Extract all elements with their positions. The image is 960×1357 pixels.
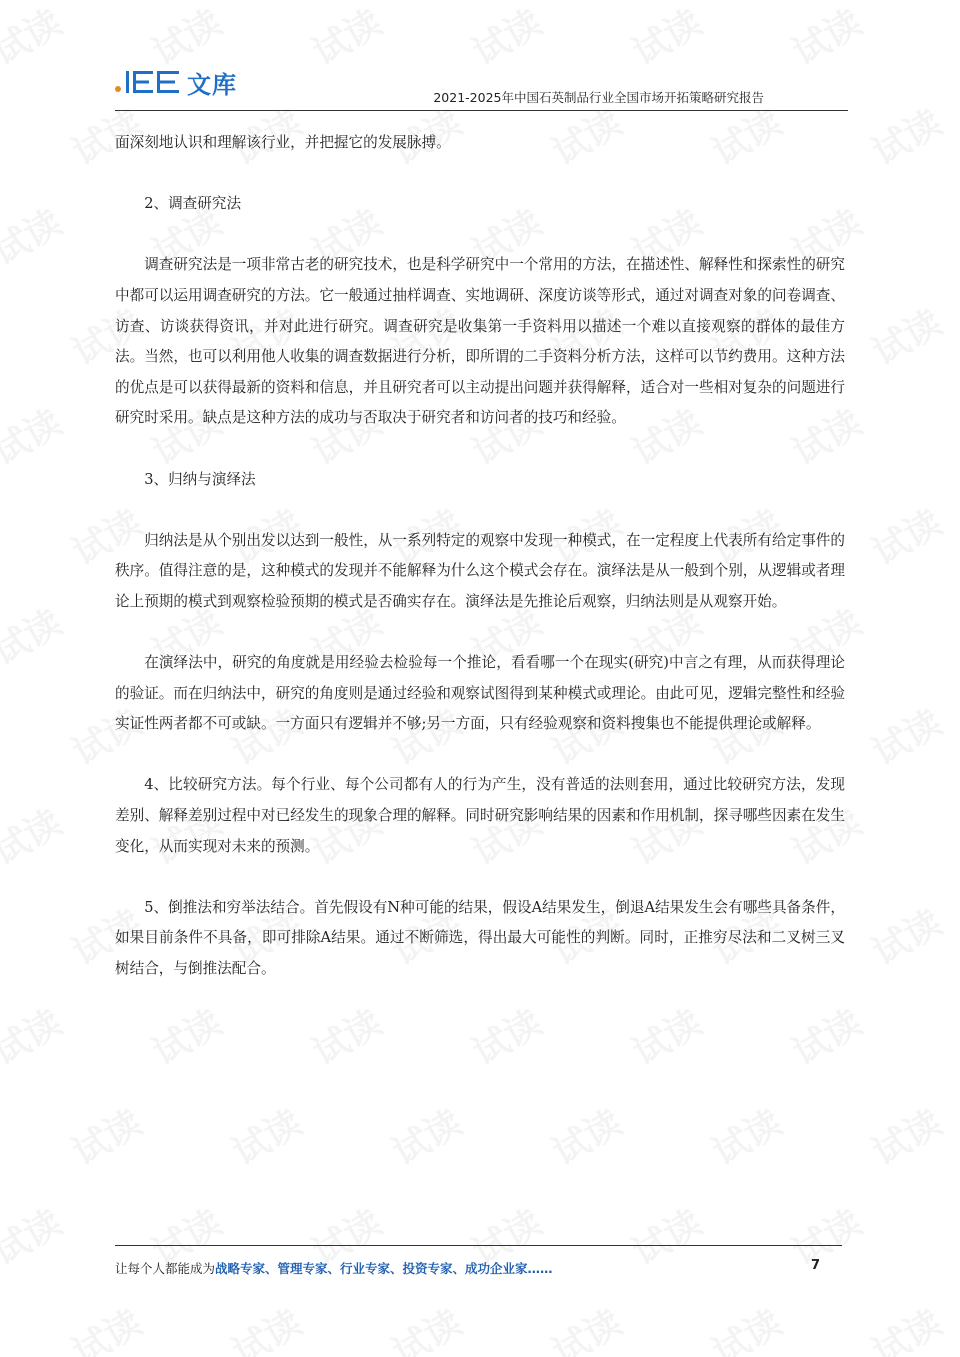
watermark-text	[862, 1295, 950, 1357]
report-title: 2021-2025年中国石英制品行业全国市场开拓策略研究报告	[433, 90, 764, 105]
section-heading-induction: 3、归纳与演绎法	[144, 470, 256, 488]
watermark-text	[142, 995, 230, 1075]
watermark-text	[0, 995, 70, 1075]
watermark-text	[0, 395, 70, 475]
paragraph-induction: 归纳法是从个别出发以达到一般性，从一系列特定的观察中发现一种模式，在一定程度上代表所有给定事件的秩序。值得注意的是，这种模式的发现并不能解释为什么这个模式会存在。演绎法是从一般到个别，从逻辑或者理论上预期的模式到观察检验预期的模式是否确实存在。演绎法是先推论后观察，归纳法则是从观察开始。	[115, 531, 845, 610]
page-body	[115, 128, 845, 985]
watermark-text	[0, 0, 70, 76]
footer-divider	[115, 1245, 842, 1246]
watermark-text	[862, 895, 950, 975]
watermark-text	[222, 1295, 310, 1357]
page-header	[115, 62, 848, 112]
watermark-text	[462, 995, 550, 1075]
logo-text: 文库	[187, 70, 237, 99]
watermark-text	[62, 1295, 150, 1357]
watermark-text	[0, 1195, 70, 1275]
watermark-text	[0, 795, 70, 875]
paragraph-comparative-method: 4、比较研究方法。每个行业、每个公司都有人的行为产生，没有普适的法则套用，通过比较研究方法，发现差别、解释差别过程中对已经发生的现象合理的解释。同时研究影响结果的因素和作用机制，探寻哪些因素在发生变化，从而实现对未来的预测。	[115, 776, 845, 855]
watermark-text	[302, 995, 390, 1075]
watermark-text	[0, 595, 70, 675]
paragraph-backward-method: 5、倒推法和穷举法结合。首先假设有N种可能的结果，假设A结果发生，倒退A结果发生会有哪些具备条件，如果目前条件不具备，即可排除A结果。通过不断筛选，得出最大可能性的判断。同时，正推穷尽法和二叉树三叉树结合，与倒推法配合。	[115, 898, 845, 978]
footer-slogan-highlight: 战略专家、管理专家、行业专家、投资专家、成功企业家……	[215, 1261, 553, 1276]
watermark-text	[622, 995, 710, 1075]
logo	[115, 64, 237, 100]
watermark-text	[862, 295, 950, 375]
watermark-text	[382, 1095, 470, 1175]
watermark-text	[542, 1095, 630, 1175]
header-divider	[115, 110, 848, 111]
watermark-text	[702, 1295, 790, 1357]
watermark-text	[0, 195, 70, 275]
page-number: 7	[810, 1258, 820, 1273]
footer-slogan	[115, 1259, 553, 1277]
watermark-text	[382, 1295, 470, 1357]
paragraph-deduction: 在演绎法中，研究的角度就是用经验去检验每一个推论，看看哪一个在现实(研究)中言之有理，从而获得理论的验证。而在归纳法中，研究的角度则是通过经验和观察试图得到某种模式或理论。由此可见，逻辑完整性和经验实证性两者都不可或缺。一方面只有逻辑并不够;另一方面，只有经验观察和资料搜集也不能提供理论或解释。	[115, 654, 845, 733]
section-heading-survey: 2、调查研究法	[144, 195, 242, 213]
watermark-text	[862, 95, 950, 175]
logo-mark-icon	[125, 69, 181, 95]
page-footer	[115, 1259, 820, 1279]
watermark-text	[862, 1095, 950, 1175]
watermark-text	[542, 1295, 630, 1357]
watermark-text	[862, 695, 950, 775]
watermark-text	[862, 495, 950, 575]
paragraph-survey-method: 调查研究法是一项非常古老的研究技术，也是科学研究中一个常用的方法，在描述性、解释性和探索性的研究中都可以运用调查研究的方法。它一般通过抽样调查、实地调研、深度访谈等形式，通过对调查对象的问卷调查、访查、访谈获得资讯，并对此进行研究。调查研究是收集第一手资料用以描述一个难以直接观察的群体的最佳方法。当然，也可以利用他人收集的调查数据进行分析，即所谓的二手资料分析方法，这样可以节约费用。这种方法的优点是可以获得最新的资料和信息，并且研究者可以主动提出问题并获得解释，适合对一些相对复杂的问题进行研究时采用。缺点是这种方法的成功与否取决于研究者和访问者的技巧和经验。	[115, 256, 845, 427]
watermark-text	[782, 995, 870, 1075]
watermark-text	[62, 1095, 150, 1175]
watermark-text	[702, 1095, 790, 1175]
paragraph-continuation: 面深刻地认识和理解该行业，并把握它的发展脉搏。	[115, 134, 451, 151]
watermark-text	[222, 1095, 310, 1175]
footer-slogan-prefix: 让每个人都能成为	[115, 1261, 216, 1276]
logo-dot	[115, 86, 121, 92]
